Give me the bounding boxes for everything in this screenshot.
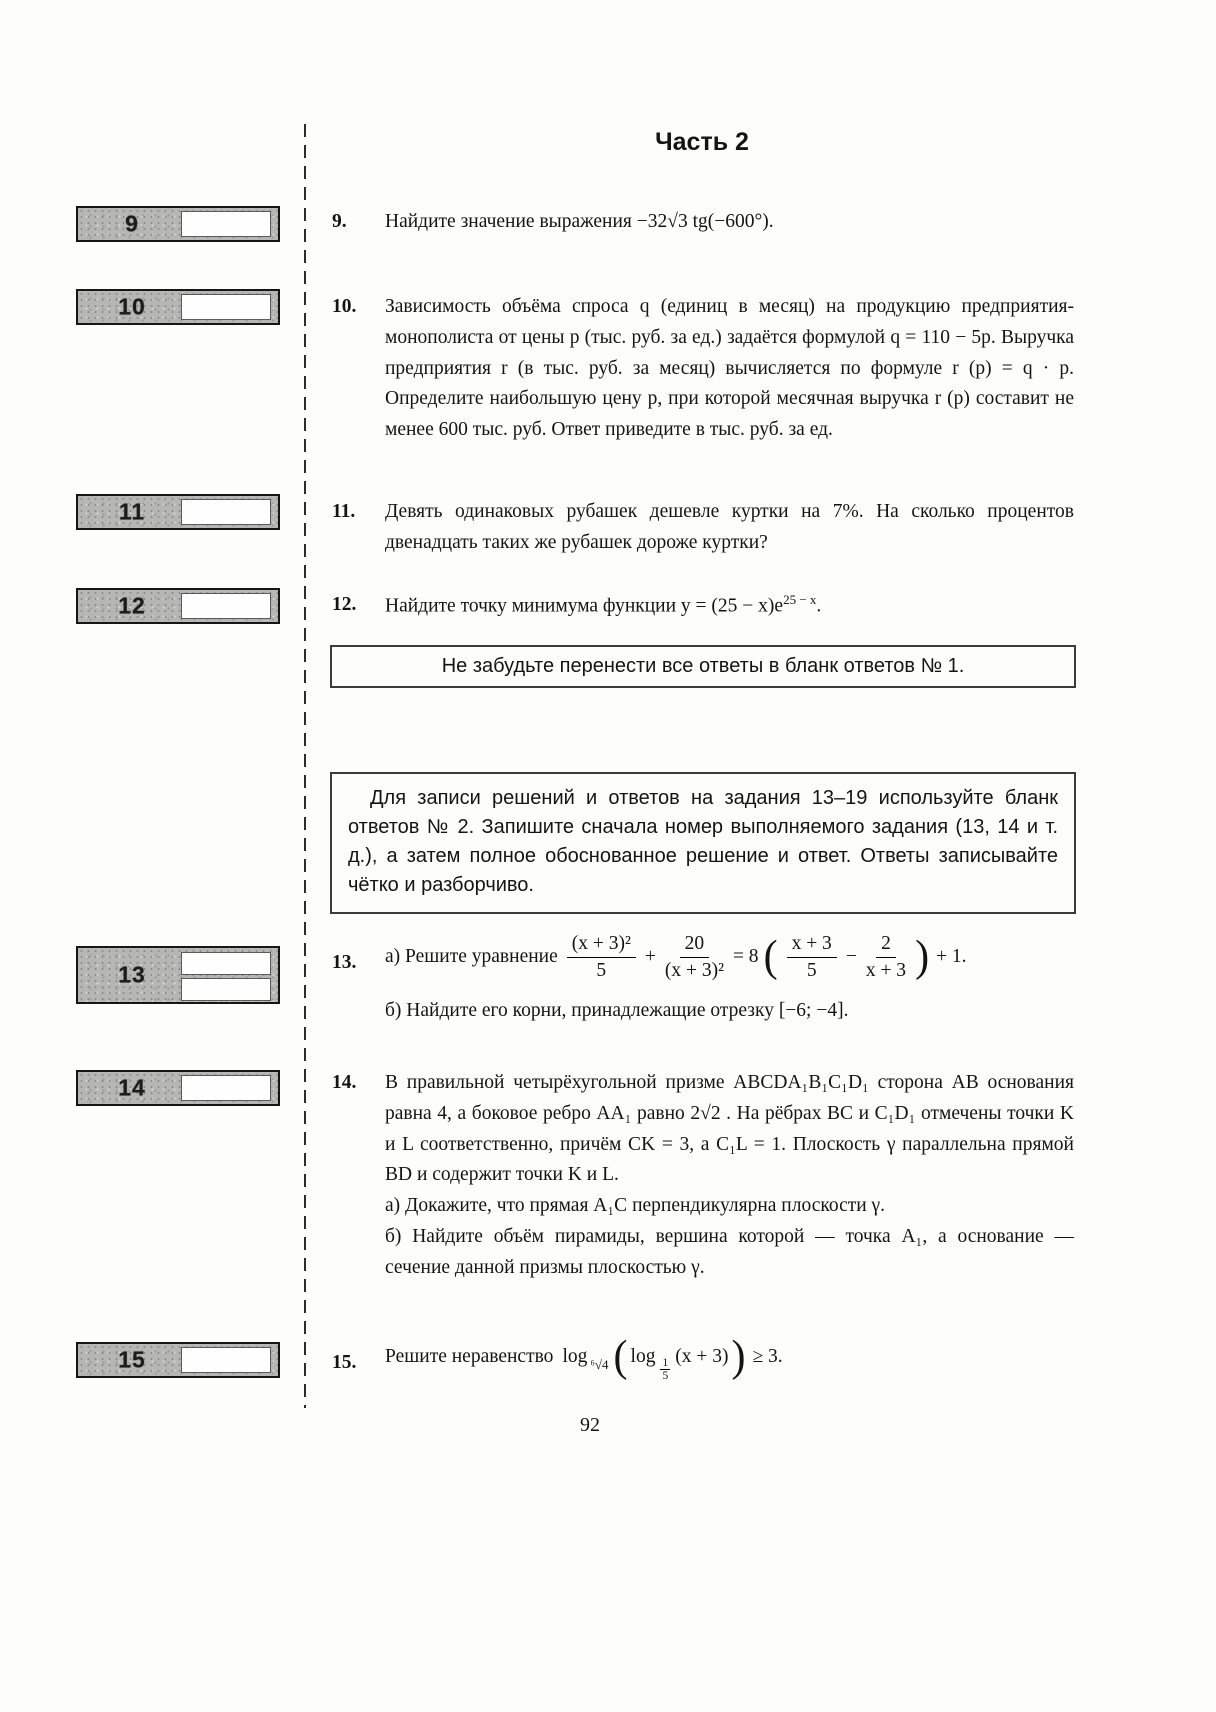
log-symbol: log [562,1346,588,1368]
comparison: ≥ 3. [752,1346,783,1368]
problem-14 [332,1068,1074,1284]
answer-box-label: 11 [118,498,146,525]
problem-item-a: а) Докажите, что прямая A₁C перпендикулярна плоскости γ. [385,1195,886,1217]
equation [385,932,1074,984]
answer-box-label: 15 [118,1346,146,1373]
answer-box-10 [76,289,280,325]
answer-field [181,1075,271,1101]
problem-number: 11. [332,501,356,522]
problem-text: Найдите значение выражения −32√3 tg(−600°). [385,211,774,232]
problem-12 [332,590,1074,622]
problem-text: Зависимость объёма спроса q (единиц в месяц) на продукцию предприятия-монополиста от цены p (тыс. руб. за ед.) задаётся формулой q = 110 − 5p. Выручка предприятия r (в тыс. руб. за месяц) вычисляется по формуле r (p) = q · p. Определите наибольшую цену p, при которой месячная выручка r (p) составит не менее 600 тыс. руб. Ответ приведите в тыс. руб. за ед. [385,296,1074,441]
problem-number: 12. [332,594,357,615]
problem-item-b: б) Найдите его корни, принадлежащие отрезку [−6; −4]. [385,999,849,1021]
answer-field [181,294,271,320]
answer-box-14 [76,1070,280,1106]
problem-number: 10. [332,296,357,317]
formula-text: Найдите точку минимума функции y = (25 − x)e [385,595,784,617]
answer-box-12 [76,588,280,624]
note-text: Для записи решений и ответов на задания 13–19 используйте бланк ответов № 2. Запишите сначала номер выполняемого задания (13, 14 и т. д.), а затем полное обоснованное решение и ответ. Ответы записывайте чётко и разборчиво. [348,787,1058,896]
operator: + [644,946,656,968]
instruction-note-blank-2 [330,772,1076,914]
reminder-note-blank-1 [330,645,1076,688]
problem-item-b: б) Найдите объём пирамиды, вершина которой — точка A₁, а основание — сечение данной призмы плоскостью γ. [385,1225,1074,1278]
log-symbol: log [630,1346,656,1368]
problem-text: Девять одинаковых рубашек дешевле куртки на 7%. На сколько процентов двенадцать таких же рубашек дороже куртки? [385,501,1074,553]
right-paren: ) [915,932,930,982]
note-text: Не забудьте перенести все ответы в бланк ответов № 1. [441,655,965,677]
right-paren: ) [731,1332,746,1382]
answer-field [181,978,271,1001]
problem-10 [332,292,1074,446]
problem-number: 13. [332,952,357,973]
answer-field [181,1347,271,1373]
answer-box-label: 10 [118,293,146,320]
formula-text: . [816,595,822,617]
problem-9 [332,207,1074,238]
operator: − [845,946,857,968]
formula-text: Решите неравенство [385,1346,554,1368]
log-base-fraction: 1 5 [662,1357,669,1383]
answer-field [181,211,271,237]
fraction: $\frac{x + 3}{5}$ [787,932,837,984]
answer-field [181,593,271,619]
fraction: $\frac{2}{x + 3}$ [865,933,907,982]
answer-box-11 [76,494,280,530]
page-title: Часть 2 [655,128,749,156]
answer-box-13 [76,946,280,1004]
fraction: $\frac{\text{(x + 3)²}}{5}$ [567,932,636,984]
answer-box-15 [76,1342,280,1378]
problem-11 [332,497,1074,559]
fraction: $\frac{20}{\text{(x + 3)²}}$ [664,933,724,982]
operator: = 8 [732,946,759,968]
inequality-formula [385,1332,1074,1383]
log-argument: (x + 3) [675,1346,729,1368]
problem-number: 9. [332,211,347,232]
page-number: 92 [580,1414,600,1436]
left-paren: ( [763,932,778,982]
dashed-margin-divider [304,124,306,1408]
answer-box-label: 12 [118,592,146,619]
answer-box-label: 9 [125,210,139,237]
equation-tail: + 1. [936,946,967,968]
log-base: ⁶√4 [590,1356,609,1372]
equation-label: а) Решите уравнение [385,946,558,968]
answer-field [181,499,271,525]
answer-box-label: 14 [118,1074,146,1101]
problem-15 [332,1332,1074,1383]
answer-box-9 [76,206,280,242]
problem-number: 14. [332,1072,357,1093]
answer-field [181,952,271,975]
exponent: 25 − x [783,592,817,607]
problem-number: 15. [332,1352,357,1373]
problem-text: В правильной четырёхугольной призме ABCDA₁B₁C₁D₁ сторона AB основания равна 4, а боковое ребро AA₁ равно 2√2 . На рёбрах BC и C₁D₁ отмечены точки K и L соответственно, причём CK = 3, а C₁L = 1. Плоскость γ параллельна прямой BD и содержит точки K и L. [385,1072,1074,1186]
left-paren: ( [613,1332,628,1382]
problem-text [385,590,1074,622]
answer-box-label: 13 [118,961,146,988]
problem-13 [332,932,1074,1027]
